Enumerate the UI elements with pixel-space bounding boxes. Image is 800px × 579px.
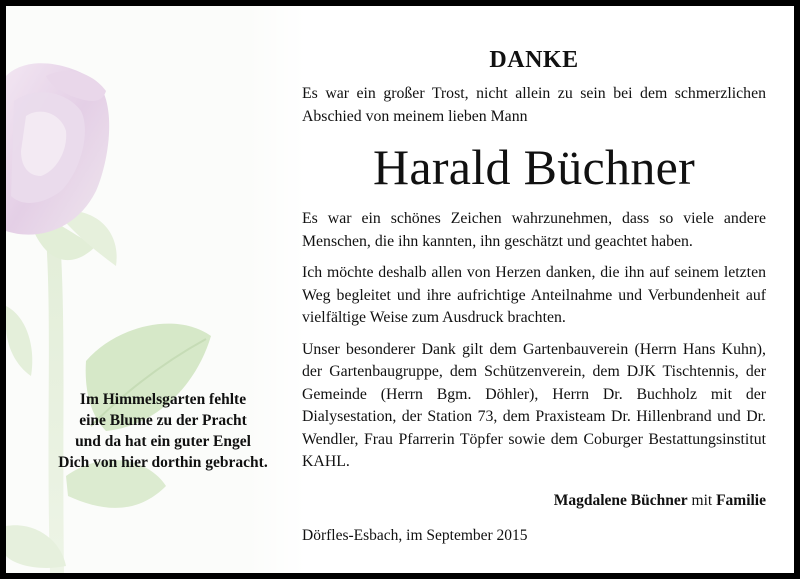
thanks-paragraph: Ich möchte deshalb allen von Herzen danken, die ihn auf seinem letzten Weg begleitet und ihre aufrichtige Anteilnahme und Verbundenheit auf vielfältige Weise zum Ausdruck brachten. [302,264,766,326]
poem-line: eine Blume zu der Pracht [79,412,247,429]
thanks-paragraph: Unser besonderer Dank gilt dem Gartenbauverein (Herrn Hans Kuhn), der Gartenbaugruppe, dem Schützenverein, dem DJK Tischtennis, der Gemeinde (Herrn Bgm. Döhler), Herrn Dr. Buchholz mit der Dialysestation, der Station 73, dem Praxisteam Dr. Hillenbrand und Dr. Wendler, Frau Pfarrerin Töpfer sowie dem Coburger Bestattungsinstitut KAHL. [302,340,766,470]
poem-line: Dich von hier dorthin gebracht. [58,454,268,471]
notice-heading: DANKE [489,47,579,73]
poem-line: und da hat ein guter Engel [75,433,251,450]
thanks-paragraph: Es war ein schönes Zeichen wahrzunehmen, dass so viele andere Menschen, die ihn kannten, ihn geschätzt und geachtet haben. [302,210,766,250]
signature [302,490,766,512]
signature-name: Magdalene Büchner [553,491,688,509]
intro-paragraph: Es war ein großer Trost, nicht allein zu sein bei dem schmerzlichen Abschied von meinem lieben Mann [302,85,766,125]
place-date: Dörfles-Esbach, im September 2015 [302,526,528,544]
notice-text [302,46,766,547]
poem-line: Im Himmelsgarten fehlte [79,391,247,408]
deceased-name: Harald Büchner [372,139,696,195]
memorial-poem [28,389,298,473]
pale-rose-icon [6,6,306,573]
signature-connector: mit [691,491,713,509]
signature-family: Familie [716,491,766,509]
